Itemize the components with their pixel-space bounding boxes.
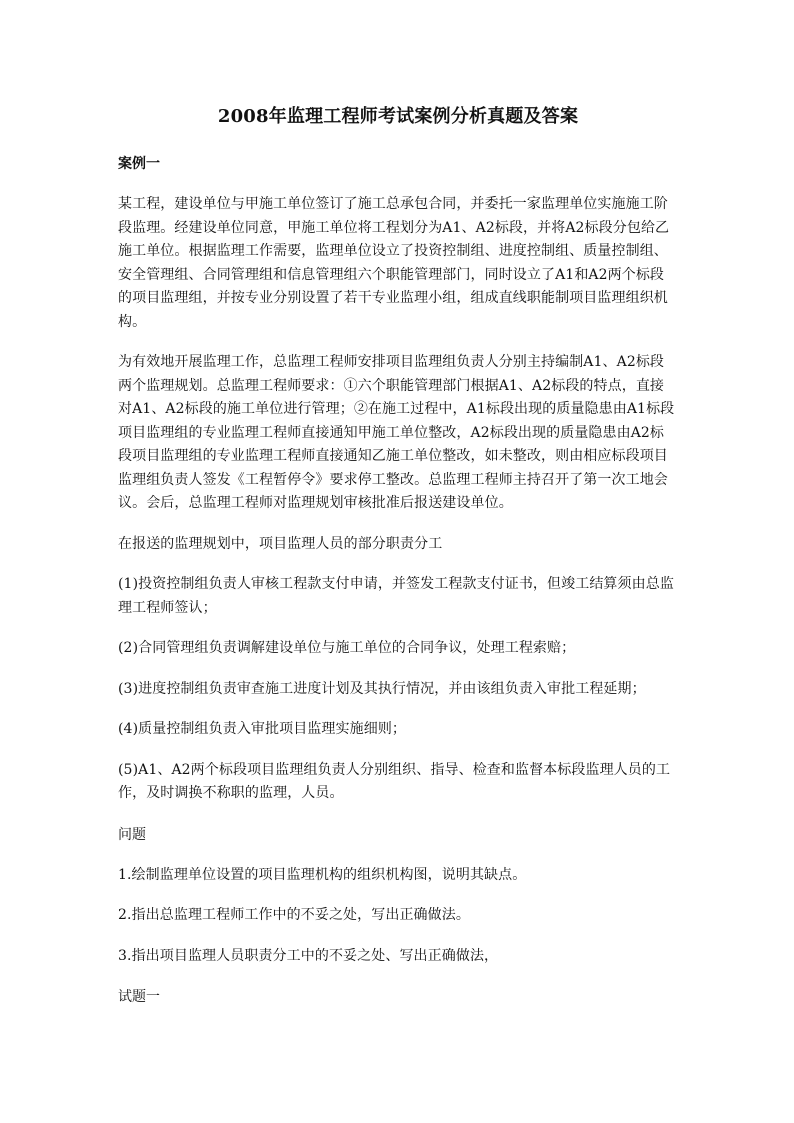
case-heading: 案例一	[118, 156, 160, 172]
case-paragraph-1: 某工程，建设单位与甲施工单位签订了施工总承包合同，并委托一家监理单位实施施工阶段监理。经建设单位同意，甲施工单位将工程划分为A1、A2标段，并将A2标段分包给乙施工单位。根据监理工作需要，监理单位设立了投资控制组、进度控制组、质量控制组、安全管理组、合同管理组和信息管理组六个职能管理部门，同时设立了A1和A2两个标段的项目监理组，并按专业分别设置了若干专业监理小组，组成直线职能制项目监理组织机构。	[118, 196, 670, 330]
duties-intro: 在报送的监理规划中，项目监理人员的部分职责分工	[118, 535, 443, 552]
case-paragraph-2: 为有效地开展监理工作，总监理工程师安排项目监理组负责人分别主持编制A1、A2标段两个监理规划。总监理工程师要求：①六个职能管理部门根据A1、A2标段的特点，直接对A1、A2标段的施工单位进行管理；②在施工过程中，A1标段出现的质量隐患由A1标段项目监理组的专业监理工程师直接通知甲施工单位整改，A2标段出现的质量隐患由A2标段项目监理组的专业监理工程师直接通知乙施工单位整改，如未整改，则由相应标段项目监理组负责人签发《工程暂停令》要求停工整改。总监理工程师主持召开了第一次工地会议。会后，总监理工程师对监理规划审核批准后报送建设单位。	[118, 354, 675, 511]
question-3: 3.指出项目监理人员职责分工中的不妥之处、写出正确做法，	[118, 947, 499, 964]
duty-item-4: (4)质量控制组负责入审批项目监理实施细则；	[118, 721, 407, 737]
duty-item-3: (3)进度控制组负责审查施工进度计划及其执行情况，并由该组负责入审批工程延期；	[118, 680, 646, 697]
question-2: 2.指出总监理工程师工作中的不妥之处，写出正确做法。	[118, 907, 470, 923]
duty-item-5: (5)A1、A2两个标段项目监理组负责人分别组织、指导、检查和监督本标段监理人员的工作，及时调换不称职的监理，人员。	[118, 761, 671, 801]
duty-item-1: (1)投资控制组负责人审核工程款支付申请，并签发工程款支付证书，但竣工结算须由总监理工程师签认；	[118, 576, 674, 616]
document-title: 2008年监理工程师考试案例分析真题及答案	[217, 106, 579, 127]
answer-heading: 试题一	[118, 989, 160, 1005]
document-page	[118, 96, 678, 1026]
question-1: 1.绘制监理单位设置的项目监理机构的组织机构图，说明其缺点。	[118, 866, 527, 883]
duty-item-2: (2)合同管理组负责调解建设单位与施工单位的合同争议，处理工程索赔；	[118, 640, 576, 656]
question-heading: 问题	[118, 826, 146, 843]
